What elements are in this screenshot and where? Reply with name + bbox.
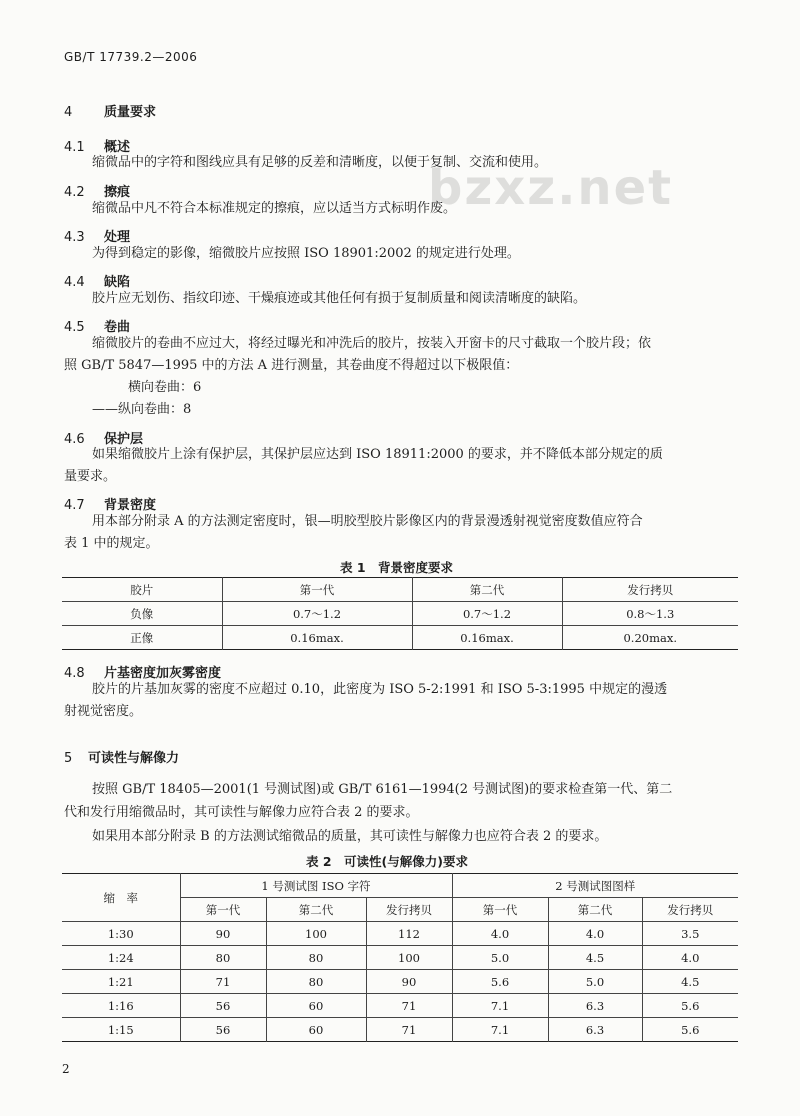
paragraph-4-8-line1: 胶片的片基加灰雾的密度不应超过 0.10，此密度为 ISO 5-2:1991 和 ISO 5-3:1995 中规定的漫透	[92, 682, 668, 697]
page-number: 2	[62, 1062, 70, 1076]
table-header-cell: 第一代	[452, 898, 548, 922]
paragraph-5-line3: 如果用本部分附录 B 的方法测试缩微品的质量，其可读性与解像力也应符合表 2 的要求。	[92, 829, 608, 844]
table-header-cell: 第一代	[222, 578, 412, 602]
section-heading-4-8: 4.8 片基密度加灰雾密度	[64, 666, 222, 681]
table-row	[62, 994, 738, 1018]
table-header-group-2: 2 号测试图图样	[452, 874, 738, 898]
table-header-cell: 第二代	[548, 898, 642, 922]
table-cell: 4.0	[548, 922, 642, 946]
table-cell: 1:16	[62, 994, 180, 1018]
document-header: GB/T 17739.2—2006	[64, 50, 198, 64]
table-cell: 0.16max.	[222, 626, 412, 650]
table-row	[62, 626, 738, 650]
table-header-cell: 发行拷贝	[642, 898, 738, 922]
table-cell: 4.5	[642, 970, 738, 994]
table-1	[62, 577, 738, 650]
table-cell: 56	[180, 1018, 266, 1042]
paragraph-4-5-item2: ——纵向卷曲：8	[92, 402, 192, 417]
table-cell: 100	[366, 946, 452, 970]
watermark: bzxz.net	[428, 160, 674, 216]
table-cell: 112	[366, 922, 452, 946]
table-cell: 56	[180, 994, 266, 1018]
table-cell: 0.20max.	[562, 626, 738, 650]
section-heading-4-1: 4.1 概述	[64, 140, 131, 155]
table-cell: 80	[180, 946, 266, 970]
table-cell: 正像	[62, 626, 222, 650]
paragraph-4-4: 胶片应无划伤、指纹印迹、干燥痕迹或其他任何有损于复制质量和阅读清晰度的缺陷。	[92, 291, 587, 306]
table-header-cell: 第一代	[180, 898, 266, 922]
paragraph-4-8-line2: 射视觉密度。	[64, 704, 143, 719]
table-cell: 4.5	[548, 946, 642, 970]
section-heading-4-2: 4.2 擦痕	[64, 185, 131, 200]
table-cell: 71	[366, 994, 452, 1018]
table-cell: 7.1	[452, 1018, 548, 1042]
section-heading-4-6: 4.6 保护层	[64, 432, 144, 447]
table-cell: 负像	[62, 602, 222, 626]
table-cell: 60	[266, 994, 366, 1018]
table-cell: 0.7～1.2	[412, 602, 562, 626]
table-2	[62, 873, 738, 1042]
table-cell: 5.0	[548, 970, 642, 994]
table-cell: 6.3	[548, 994, 642, 1018]
table-cell: 90	[366, 970, 452, 994]
section-heading-4-4: 4.4 缺陷	[64, 275, 131, 290]
table-cell: 90	[180, 922, 266, 946]
paragraph-5-line1: 按照 GB/T 18405—2001(1 号测试图)或 GB/T 6161—1994(2 号测试图)的要求检查第一代、第二	[92, 782, 673, 797]
table-cell: 1:21	[62, 970, 180, 994]
table-cell: 4.0	[642, 946, 738, 970]
table-cell: 0.8～1.3	[562, 602, 738, 626]
table-header-group-1: 1 号测试图 ISO 字符	[180, 874, 452, 898]
table-cell: 1:30	[62, 922, 180, 946]
paragraph-4-1: 缩微品中的字符和图线应具有足够的反差和清晰度，以便于复制、交流和使用。	[92, 155, 548, 170]
paragraph-5-line2: 代和发行用缩微品时，其可读性与解像力应符合表 2 的要求。	[64, 805, 419, 820]
table-row	[62, 602, 738, 626]
section-heading-4-5: 4.5 卷曲	[64, 320, 131, 335]
table-row	[62, 970, 738, 994]
paragraph-4-5-line2: 照 GB/T 5847—1995 中的方法 A 进行测量，其卷曲度不得超过以下极限值：	[64, 358, 519, 373]
table-cell: 71	[180, 970, 266, 994]
table-header-cell: 胶片	[130, 582, 154, 597]
table-cell: 0.16max.	[412, 626, 562, 650]
table-cell: 60	[266, 1018, 366, 1042]
paragraph-4-5-item1: 横向卷曲：6	[128, 380, 202, 395]
table-row	[62, 922, 738, 946]
paragraph-4-3: 为得到稳定的影像，缩微胶片应按照 ISO 18901:2002 的规定进行处理。	[92, 246, 520, 261]
table-cell: 3.5	[642, 922, 738, 946]
paragraph-4-6-line1: 如果缩微胶片上涂有保护层，其保护层应达到 ISO 18911:2000 的要求，并不降低本部分规定的质	[92, 447, 663, 462]
table-header-cell: 第二代	[266, 898, 366, 922]
table-1-caption: 表 1 背景密度要求	[340, 560, 454, 575]
table-header-cell: 第二代	[412, 578, 562, 602]
paragraph-4-7-line2: 表 1 中的规定。	[64, 536, 159, 551]
paragraph-4-5-line1: 缩微胶片的卷曲不应过大，将经过曝光和冲洗后的胶片，按装入开窗卡的尺寸截取一个胶片段；依	[92, 336, 652, 351]
table-cell: 80	[266, 946, 366, 970]
table-header-cell: 发行拷贝	[366, 898, 452, 922]
section-heading-4-3: 4.3 处理	[64, 230, 131, 245]
table-header-cell: 发行拷贝	[562, 578, 738, 602]
section-heading-4: 4 质量要求	[64, 105, 157, 120]
table-cell: 5.0	[452, 946, 548, 970]
paragraph-4-2: 缩微品中凡不符合本标准规定的擦痕，应以适当方式标明作废。	[92, 201, 457, 216]
table-cell: 0.7～1.2	[222, 602, 412, 626]
table-row	[62, 946, 738, 970]
paragraph-4-6-line2: 量要求。	[64, 469, 117, 484]
table-cell: 6.3	[548, 1018, 642, 1042]
section-heading-4-7: 4.7 背景密度	[64, 498, 157, 513]
table-row	[62, 1018, 738, 1042]
section-heading-5: 5 可读性与解像力	[64, 751, 180, 766]
table-cell: 5.6	[642, 1018, 738, 1042]
table-cell: 5.6	[452, 970, 548, 994]
table-cell: 1:24	[62, 946, 180, 970]
table-cell: 100	[266, 922, 366, 946]
table-cell: 1:15	[62, 1018, 180, 1042]
table-cell: 4.0	[452, 922, 548, 946]
table-cell: 80	[266, 970, 366, 994]
paragraph-4-7-line1: 用本部分附录 A 的方法测定密度时，银—明胶型胶片影像区内的背景漫透射视觉密度数值应符合	[92, 514, 643, 529]
table-header-ratio: 缩 率	[103, 890, 138, 905]
table-cell: 5.6	[642, 994, 738, 1018]
table-cell: 7.1	[452, 994, 548, 1018]
table-cell: 71	[366, 1018, 452, 1042]
table-2-caption: 表 2 可读性(与解像力)要求	[306, 854, 468, 869]
